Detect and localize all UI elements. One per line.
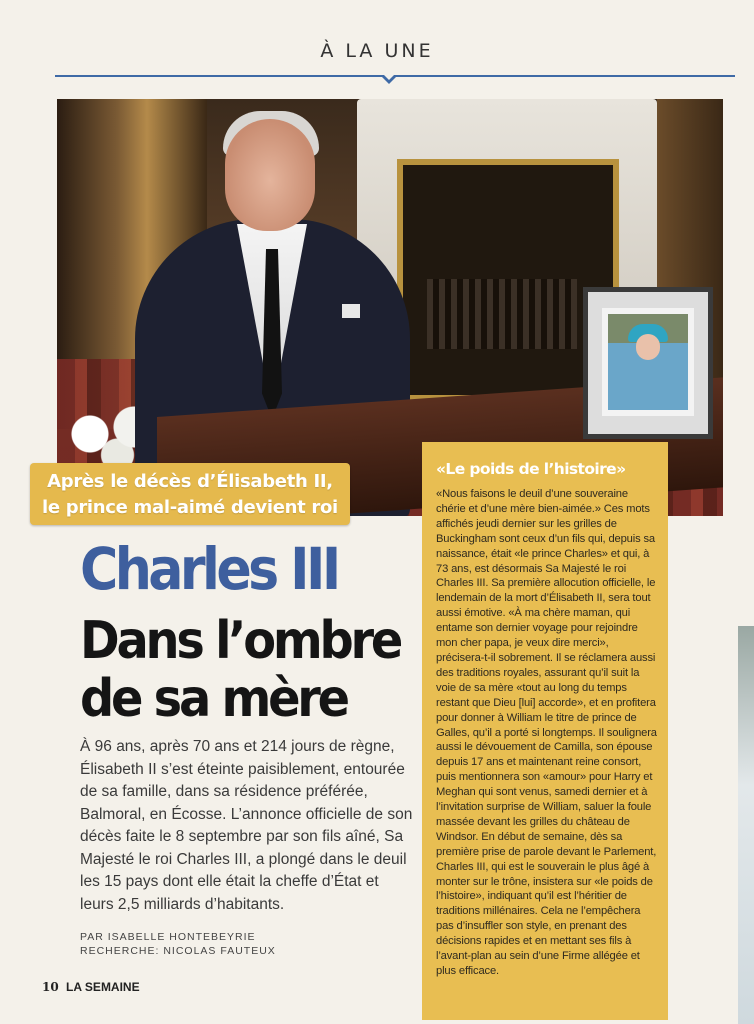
header-notch xyxy=(380,75,398,84)
byline-author: PAR ISABELLE HONTEBEYRIE xyxy=(80,931,256,943)
byline-research: RECHERCHE: NICOLAS FAUTEUX xyxy=(80,945,276,957)
headline-name: Charles III xyxy=(80,535,338,603)
kicker-line-2: le prince mal-aimé devient roi xyxy=(42,497,338,518)
sidebar-box xyxy=(422,442,668,1020)
section-header: À LA UNE xyxy=(320,40,434,62)
kicker-line-1: Après le décès d’Élisabeth II, xyxy=(47,471,333,492)
photo-queen-portrait-frame xyxy=(583,287,713,439)
lede-paragraph: À 96 ans, après 70 ans et 214 jours de règne, Élisabeth II s’est éteinte paisiblement, entourée de sa famille, dans sa résidence préférée, Balmoral, en Écosse. L’annonce officielle de son décès faite le 8 septembre par son fils aîné, Sa Majesté le roi Charles III, a plongé dans le deuil les 15 pays dont elle était la cheffe d’État et leurs 2,5 milliards d’habitants. xyxy=(80,738,413,913)
magazine-name: LA SEMAINE xyxy=(66,980,140,994)
folio xyxy=(42,980,140,994)
sidebar-title: «Le poids de l’histoire» xyxy=(436,460,626,478)
photo-pocket-square xyxy=(342,304,360,318)
headline-subtitle: Dans l’ombre de sa mère xyxy=(80,611,401,729)
next-page-edge xyxy=(738,626,754,1024)
queen-head xyxy=(636,334,660,360)
photo-king-head xyxy=(225,119,315,231)
kicker-banner xyxy=(30,463,350,525)
photo-grate xyxy=(427,279,577,349)
byline xyxy=(80,930,276,958)
page-number: 10 xyxy=(42,980,59,994)
sidebar-body: «Nous faisons le deuil d’une souveraine chérie et d’une mère bien-aimée.» Ces mots affichés jeudi dernier sur les grilles de Buckingham sont ceux d’un fils qui, depuis sa naissance, était «le prince Charles» et qui, à 73 ans, est désormais Sa Majesté le roi Charles III. Sa première allocution officielle, le lendemain de la mort d’Élisabeth II, sera tout aussi émotive. «À ma chère maman, qui entame son dernier voyage pour rejoindre mon cher papa, je veux dire merci», précisera-t-il sobrement. Il se réclamera aussi des traditions royales, assurant qu’il suit la voie de sa mère «tout au long du temps restant que Dieu [lui] accorde», et en profitera pour donner à William le titre de prince de Galles, qu’il a porté si longtemps. Il soulignera aussi le dévouement de Camilla, son épouse depuis 17 ans et maintenant reine consort, puis mentionnera son «amour» pour Harry et Meghan qui sont venus, samedi dernier et à l’invitation surprise de William, saluer la foule massée devant les grilles du château de Windsor. En début de semaine, dès sa première prise de parole devant le Parlement, Charles III, qui est le souverain le plus âgé à monter sur le trône, insistera sur «le poids de l’histoire», indiquant qu’il est l’héritier de traditions millénaires. Cela ne l’empêchera pas d’insuffler son style, en prenant des décisions rapides et en mettant ses fils à l’avant-plan au sein d’une Firme allégée et plus efficace. xyxy=(436,488,657,977)
